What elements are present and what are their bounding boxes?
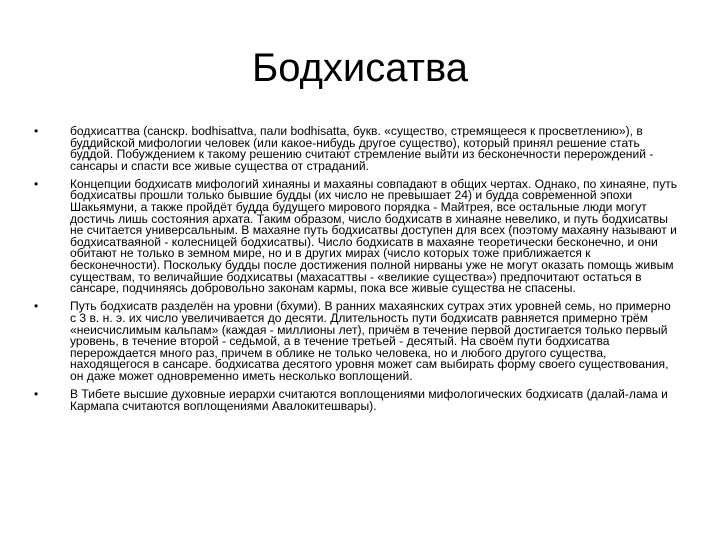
bullet-item xyxy=(34,126,680,172)
bullet-text: бодхисаттва (санскр. bodhisattva, пали bodhisatta, букв. «существо, стремящееся к просветлению»), в буддийской мифологии человек (или какое-нибудь другое существо), который принял решение стать буддой. Побуждением к такому решению считают стремление выйти из бесконечности перерождений - сансары и спасти все живые существа от страданий. xyxy=(70,124,654,173)
bullet-icon: • xyxy=(34,299,39,314)
slide-title: Бодхисатва xyxy=(251,46,469,90)
bullet-item xyxy=(34,386,680,413)
bullet-icon: • xyxy=(34,176,39,191)
bullet-list xyxy=(34,126,680,419)
bullet-text: В Тибете высшие духовные иерархи считаются воплощениями мифологических бодхисатв (далай-лама и Кармапа считаются воплощениями Авалокитешвары). xyxy=(70,386,668,413)
bullet-text: Концепции бодхисатв мифологий хинаяны и махаяны совпадают в общих чертах. Однако, по хинаяне, путь бодхисатвы прошли только бывшие будды (их число не превышает 24) и будда современной эпохи Шакьямуни, а также пройдёт будда будущего мирового порядка - Майтрея, все остальные люди могут достичь лишь состояния архата. Таким образом, число бодхисатв в хинаяне невелико, и путь бодхисатвы не считается универсальным. В махаяне путь бодхисатвы доступен для всех (поэтому махаяну называют и бодхисатваяной - колесницей бодхисатвы). Число бодхисатв в махаяне теоретически бесконечно, и они обитают не только в земном мире, но и в других мирах (число которых тоже приближается к бесконечности). Поскольку будды после достижения полной нирваны уже не могут оказать помощь живым существам, то величайшие бодхисатвы (махасаттвы - «великие существа») предпочитают остаться в сансаре, подчиняясь добровольно законам кармы, пока все живые существа не спасены. xyxy=(70,176,678,296)
bullet-icon: • xyxy=(34,124,39,138)
bullet-item xyxy=(34,301,680,382)
bullet-icon: • xyxy=(34,386,39,401)
bullet-text: Путь бодхисатв разделён на уровни (бхуми). В ранних махаянских сутрах этих уровней семь, но примерно с 3 в. н. э. их число увеличивается до десяти. Длительность пути бодхисатв равняется примерно трём «неисчислимым кальпам» (каждая - миллионы лет), причём в течение первой достигается только первый уровень, в течение второй - седьмой, а в течение третьей - десятый. На своём пути бодхисатва перерождается много раз, причем в облике не только человека, но и любого другого существа, находящегося в сансаре. бодхисатва десятого уровня может сам выбирать форму своего существования, он даже может одновременно иметь несколько воплощений. xyxy=(70,299,671,383)
bullet-item xyxy=(34,176,680,296)
